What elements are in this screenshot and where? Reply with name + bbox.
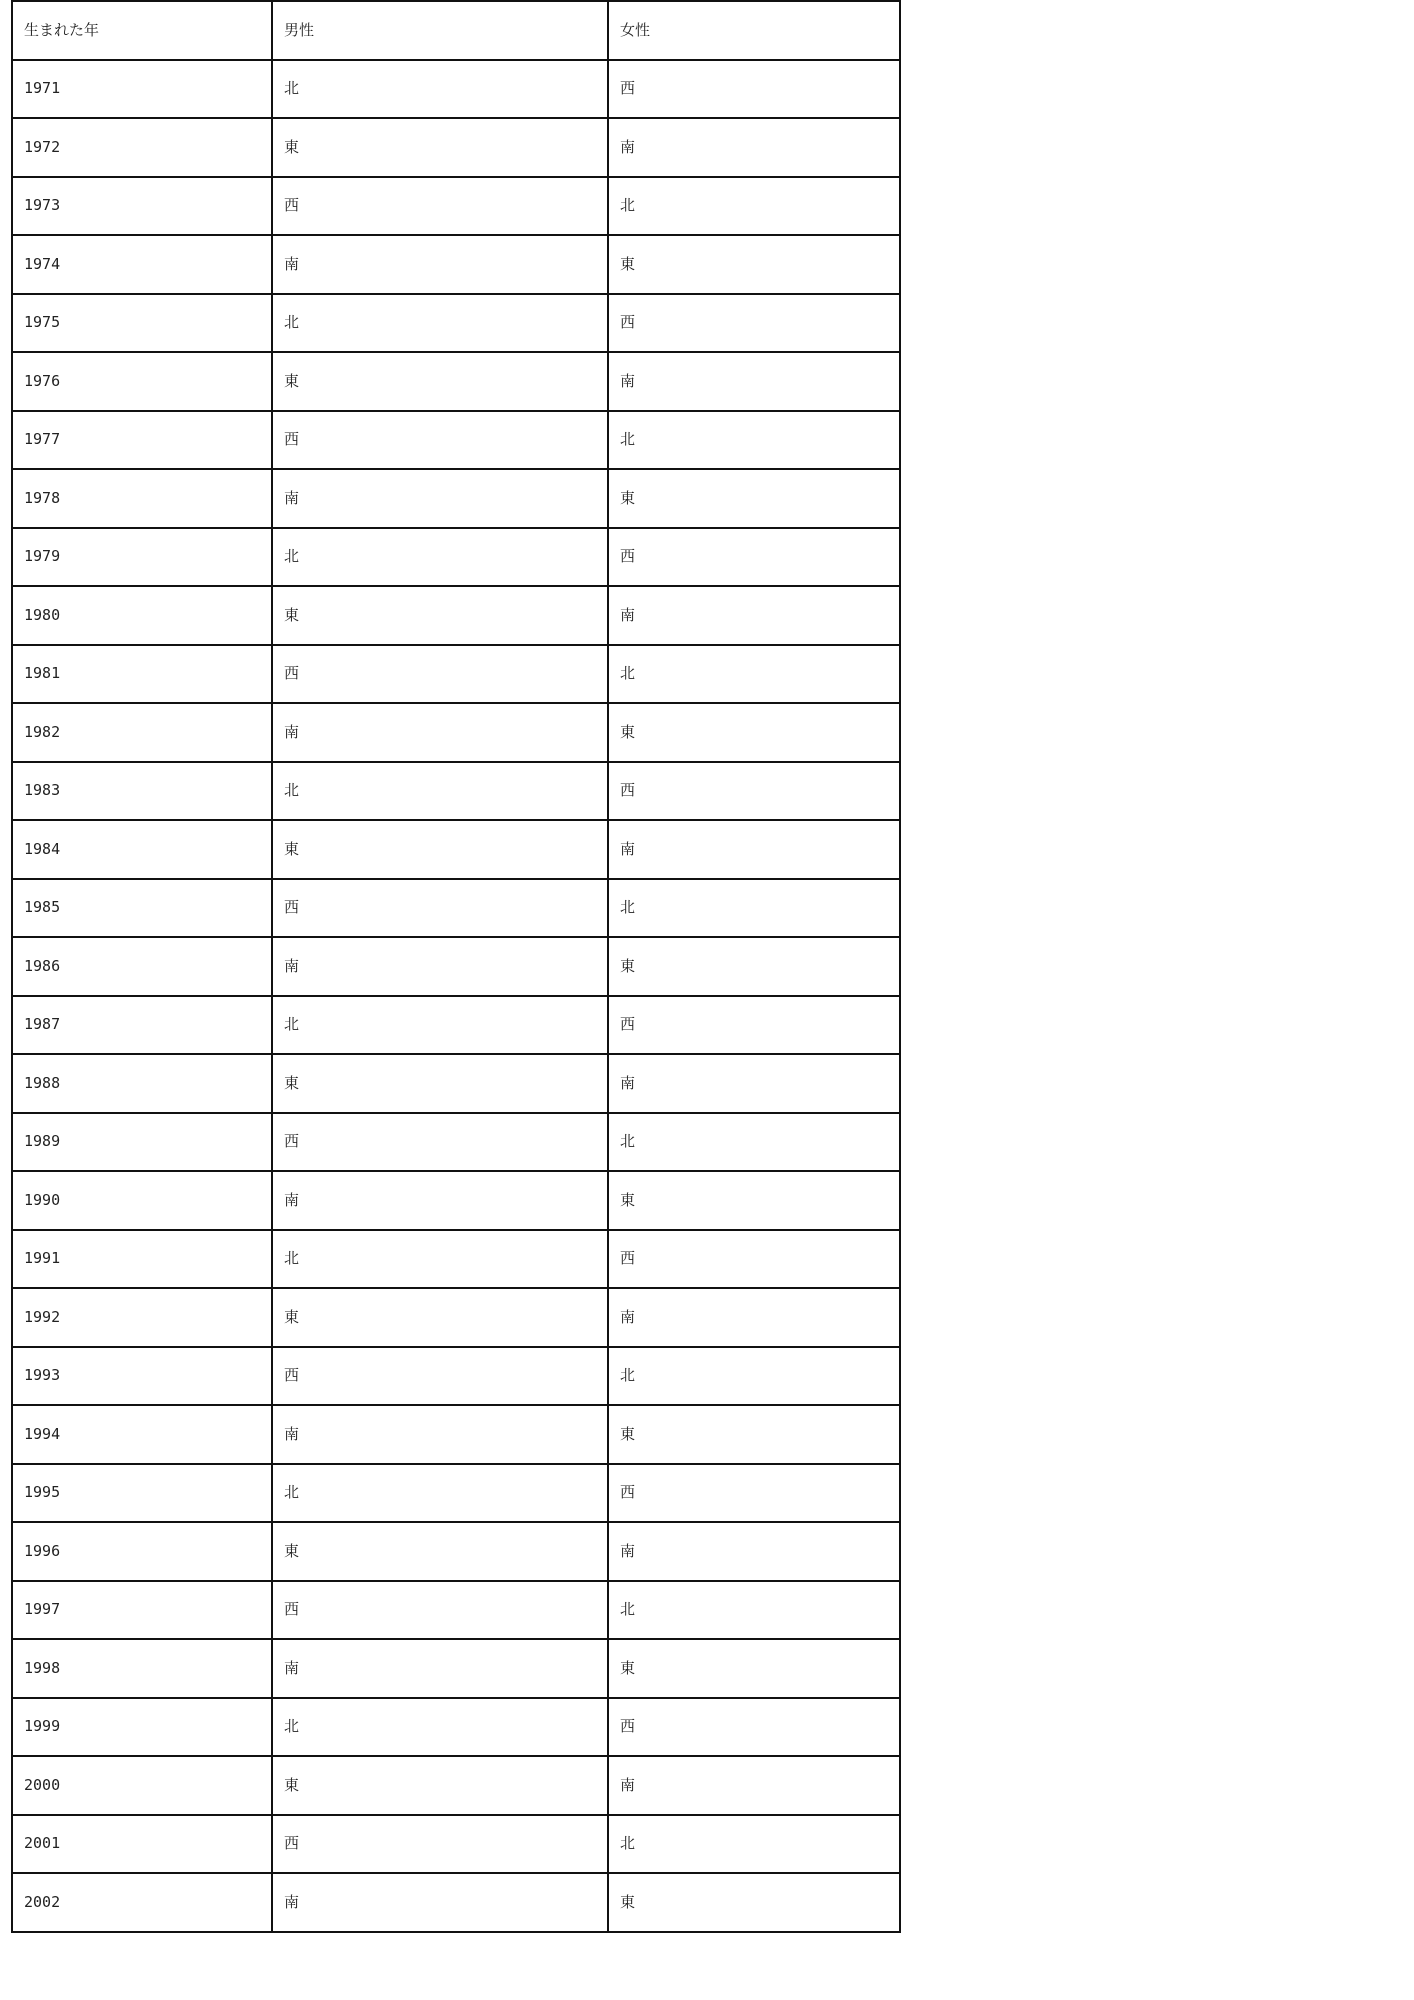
- cell-birth-year: 1984: [12, 820, 272, 879]
- cell-birth-year: 1976: [12, 352, 272, 411]
- cell-birth-year: 1993: [12, 1347, 272, 1406]
- table-row: [12, 937, 900, 996]
- cell-female-direction: 西: [608, 294, 900, 353]
- cell-male-direction: 西: [272, 879, 608, 938]
- cell-female-direction: 西: [608, 1230, 900, 1289]
- table-row: [12, 1405, 900, 1464]
- table-row: [12, 996, 900, 1055]
- table-row: [12, 60, 900, 119]
- cell-female-direction: 南: [608, 1522, 900, 1581]
- cell-birth-year: 2000: [12, 1756, 272, 1815]
- cell-male-direction: 西: [272, 1113, 608, 1172]
- cell-female-direction: 南: [608, 1756, 900, 1815]
- cell-female-direction: 東: [608, 1873, 900, 1932]
- table-row: [12, 1873, 900, 1932]
- cell-male-direction: 南: [272, 937, 608, 996]
- table-row: [12, 1815, 900, 1874]
- cell-female-direction: 東: [608, 235, 900, 294]
- table-row: [12, 820, 900, 879]
- cell-male-direction: 北: [272, 1464, 608, 1523]
- cell-female-direction: 東: [608, 937, 900, 996]
- table-row: [12, 1464, 900, 1523]
- cell-female-direction: 南: [608, 352, 900, 411]
- table-row: [12, 1581, 900, 1640]
- table-row: [12, 118, 900, 177]
- cell-birth-year: 1980: [12, 586, 272, 645]
- cell-birth-year: 1990: [12, 1171, 272, 1230]
- table-row: [12, 1639, 900, 1698]
- table-row: [12, 703, 900, 762]
- cell-birth-year: 1985: [12, 879, 272, 938]
- cell-birth-year: 1987: [12, 996, 272, 1055]
- cell-birth-year: 2001: [12, 1815, 272, 1874]
- cell-female-direction: 東: [608, 1171, 900, 1230]
- cell-birth-year: 1991: [12, 1230, 272, 1289]
- cell-birth-year: 1992: [12, 1288, 272, 1347]
- cell-male-direction: 南: [272, 1405, 608, 1464]
- cell-male-direction: 西: [272, 1815, 608, 1874]
- cell-male-direction: 南: [272, 703, 608, 762]
- table-row: [12, 528, 900, 587]
- cell-birth-year: 1973: [12, 177, 272, 236]
- table-row: [12, 352, 900, 411]
- table-row: [12, 411, 900, 470]
- header-male: 男性: [272, 1, 608, 60]
- cell-male-direction: 北: [272, 762, 608, 821]
- cell-male-direction: 東: [272, 1054, 608, 1113]
- cell-female-direction: 南: [608, 820, 900, 879]
- table-row: [12, 1171, 900, 1230]
- table-header-row: [12, 1, 900, 60]
- cell-female-direction: 西: [608, 762, 900, 821]
- cell-female-direction: 西: [608, 528, 900, 587]
- table-body: [12, 1, 900, 1932]
- cell-birth-year: 1979: [12, 528, 272, 587]
- table-row: [12, 1113, 900, 1172]
- cell-male-direction: 西: [272, 177, 608, 236]
- cell-male-direction: 西: [272, 1347, 608, 1406]
- cell-birth-year: 1998: [12, 1639, 272, 1698]
- cell-birth-year: 2002: [12, 1873, 272, 1932]
- cell-female-direction: 北: [608, 645, 900, 704]
- cell-female-direction: 南: [608, 118, 900, 177]
- cell-male-direction: 北: [272, 1698, 608, 1757]
- cell-female-direction: 北: [608, 1581, 900, 1640]
- cell-female-direction: 北: [608, 411, 900, 470]
- cell-female-direction: 北: [608, 879, 900, 938]
- cell-birth-year: 1972: [12, 118, 272, 177]
- cell-male-direction: 北: [272, 60, 608, 119]
- cell-birth-year: 1999: [12, 1698, 272, 1757]
- cell-male-direction: 東: [272, 1756, 608, 1815]
- cell-female-direction: 西: [608, 1698, 900, 1757]
- cell-female-direction: 北: [608, 177, 900, 236]
- cell-birth-year: 1986: [12, 937, 272, 996]
- direction-table: [11, 0, 901, 1933]
- cell-male-direction: 南: [272, 1873, 608, 1932]
- table-row: [12, 177, 900, 236]
- cell-birth-year: 1975: [12, 294, 272, 353]
- header-birth-year: 生まれた年: [12, 1, 272, 60]
- cell-birth-year: 1989: [12, 1113, 272, 1172]
- table-row: [12, 1698, 900, 1757]
- cell-female-direction: 西: [608, 60, 900, 119]
- table-row: [12, 1054, 900, 1113]
- cell-male-direction: 西: [272, 411, 608, 470]
- table-row: [12, 1288, 900, 1347]
- cell-male-direction: 南: [272, 1171, 608, 1230]
- cell-male-direction: 北: [272, 528, 608, 587]
- cell-birth-year: 1988: [12, 1054, 272, 1113]
- cell-male-direction: 東: [272, 352, 608, 411]
- cell-birth-year: 1974: [12, 235, 272, 294]
- table-row: [12, 294, 900, 353]
- cell-male-direction: 東: [272, 1522, 608, 1581]
- table-row: [12, 879, 900, 938]
- table-row: [12, 1756, 900, 1815]
- cell-female-direction: 西: [608, 996, 900, 1055]
- table-row: [12, 1522, 900, 1581]
- cell-male-direction: 東: [272, 586, 608, 645]
- cell-male-direction: 東: [272, 118, 608, 177]
- table-row: [12, 1347, 900, 1406]
- cell-birth-year: 1981: [12, 645, 272, 704]
- table-row: [12, 235, 900, 294]
- cell-female-direction: 東: [608, 1639, 900, 1698]
- cell-birth-year: 1977: [12, 411, 272, 470]
- table-row: [12, 586, 900, 645]
- cell-birth-year: 1997: [12, 1581, 272, 1640]
- cell-male-direction: 南: [272, 235, 608, 294]
- cell-female-direction: 東: [608, 1405, 900, 1464]
- cell-male-direction: 北: [272, 996, 608, 1055]
- cell-female-direction: 東: [608, 469, 900, 528]
- cell-male-direction: 西: [272, 645, 608, 704]
- cell-female-direction: 西: [608, 1464, 900, 1523]
- cell-male-direction: 北: [272, 1230, 608, 1289]
- cell-birth-year: 1994: [12, 1405, 272, 1464]
- cell-birth-year: 1978: [12, 469, 272, 528]
- cell-male-direction: 東: [272, 1288, 608, 1347]
- cell-birth-year: 1995: [12, 1464, 272, 1523]
- cell-female-direction: 東: [608, 703, 900, 762]
- table-row: [12, 469, 900, 528]
- cell-female-direction: 北: [608, 1347, 900, 1406]
- cell-female-direction: 南: [608, 586, 900, 645]
- cell-birth-year: 1982: [12, 703, 272, 762]
- table-row: [12, 645, 900, 704]
- cell-female-direction: 南: [608, 1054, 900, 1113]
- cell-birth-year: 1971: [12, 60, 272, 119]
- cell-female-direction: 南: [608, 1288, 900, 1347]
- cell-female-direction: 北: [608, 1113, 900, 1172]
- table-row: [12, 762, 900, 821]
- cell-male-direction: 東: [272, 820, 608, 879]
- cell-male-direction: 北: [272, 294, 608, 353]
- table-row: [12, 1230, 900, 1289]
- cell-birth-year: 1996: [12, 1522, 272, 1581]
- cell-male-direction: 南: [272, 1639, 608, 1698]
- cell-birth-year: 1983: [12, 762, 272, 821]
- cell-female-direction: 北: [608, 1815, 900, 1874]
- cell-male-direction: 南: [272, 469, 608, 528]
- cell-male-direction: 西: [272, 1581, 608, 1640]
- header-female: 女性: [608, 1, 900, 60]
